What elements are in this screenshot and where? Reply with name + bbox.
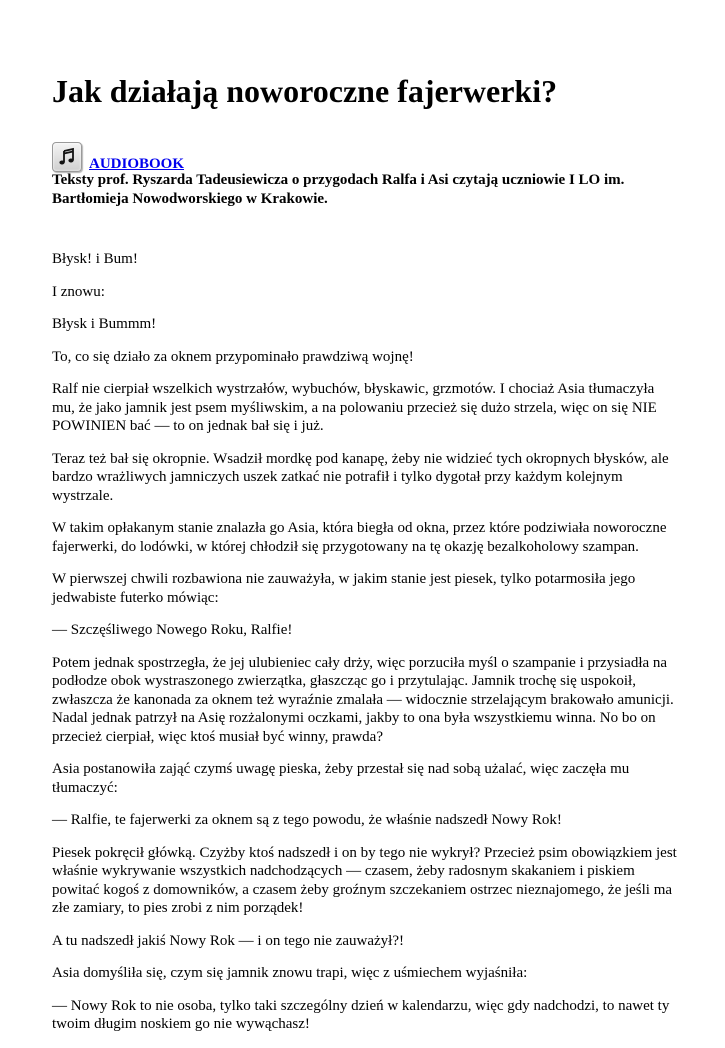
paragraph: W pierwszej chwili rozbawiona nie zauważyła, w jakim stanie jest piesek, tylko potarmosiła jego jedwabiste futerko mówiąc: [52, 571, 636, 606]
paragraph: — Ralfie, te fajerwerki za oknem są z tego powodu, że właśnie nadszedł Nowy Rok! [52, 812, 562, 828]
paragraph: To, co się działo za oknem przypominało prawdziwą wojnę! [52, 348, 414, 365]
paragraph: A tu nadszedł jakiś Nowy Rok — i on tego nie zauważył?! [52, 932, 405, 949]
page-title: Jak działają noworoczne fajerwerki? [52, 73, 558, 109]
paragraph: Błysk i Bummm! [52, 316, 157, 332]
paragraph: Asia postanowiła zająć czymś uwagę pieska, żeby przestał się nad sobą użalać, więc zaczęła mu tłumaczyć: [52, 761, 630, 796]
audiobook-row [52, 138, 184, 172]
paragraph: Teraz też bał się okropnie. Wsadził mordkę pod kanapę, żeby nie widzieć tych okropnych błysków, ale bardzo wrażliwych jamniczych uszek zatkać nie potrafił i tylko dygotał przy każdym kolejnym wystrzale. [52, 450, 669, 504]
paragraph: W takim opłakanym stanie znalazła go Asia, która biegła od okna, przez które podziwiała noworoczne fajerwerki, do lodówki, w której chłodził się przygotowany na tę okazję bezalkoholowy szampan. [52, 520, 667, 555]
paragraph: Błysk! i Bum! [52, 251, 138, 267]
music-note-icon-glyph [57, 147, 77, 167]
credits-text: Teksty prof. Ryszarda Tadeusiewicza o przygodach Ralfa i Asi czytają uczniowie I LO im. Bartłomieja Nowodworskiego w Krakowie. [52, 172, 625, 207]
paragraph: I znowu: [52, 283, 105, 300]
story-body [52, 250, 677, 1048]
paragraph: — Szczęśliwego Nowego Roku, Ralfie! [52, 622, 293, 638]
music-note-icon[interactable] [52, 142, 82, 172]
paragraph: Asia domyśliła się, czym się jamnik znowu trapi, więc z uśmiechem wyjaśniła: [52, 965, 528, 981]
paragraph: Piesek pokręcił główką. Czyżby ktoś nadszedł i on by tego nie wykrył? Przecież psim obowiązkiem jest właśnie wykrywanie wszystkich nadchodzących — czasem, żeby radosnym skakaniem i piskiem powitać kogoś z domowników, a czasem żeby groźnym szczekaniem ostrzec nieznajomego, że jeśli ma złe zamiary, to pies zrobi z nim porządek! [52, 844, 677, 916]
paragraph: — Nowy Rok to nie osoba, tylko taki szczególny dzień w kalendarzu, więc gdy nadchodzi, to nawet ty twoim długim noskiem go nie wywąchasz! [52, 997, 670, 1032]
audiobook-link[interactable]: AUDIOBOOK [89, 156, 185, 172]
paragraph: Potem jednak spostrzegła, że jej ulubieniec cały drży, więc porzuciła myśl o szampanie i przysiadła na podłodze obok wystraszonego zwierzątka, głaszcząc go i przytulając. Jamnik trochę się uspokoił, zwłaszcza że kanonada za oknem też wyraźnie zmalała — widocznie strzelającym brakowało amunicji. Nadal jednak patrzył na Asię rozżalonymi oczkami, jakby to ona była wszystkiemu winna. No bo on przecież cierpiał, więc ktoś musiał być winny, prawda? [52, 654, 674, 745]
paragraph: Ralf nie cierpiał wszelkich wystrzałów, wybuchów, błyskawic, grzmotów. I chociaż Asia tłumaczyła mu, że jako jamnik jest psem myśliwskim, a na polowaniu przecież się dużo strzela, więc on się NIE POWINIEN bać — to on jednak bał się i już. [52, 381, 657, 434]
